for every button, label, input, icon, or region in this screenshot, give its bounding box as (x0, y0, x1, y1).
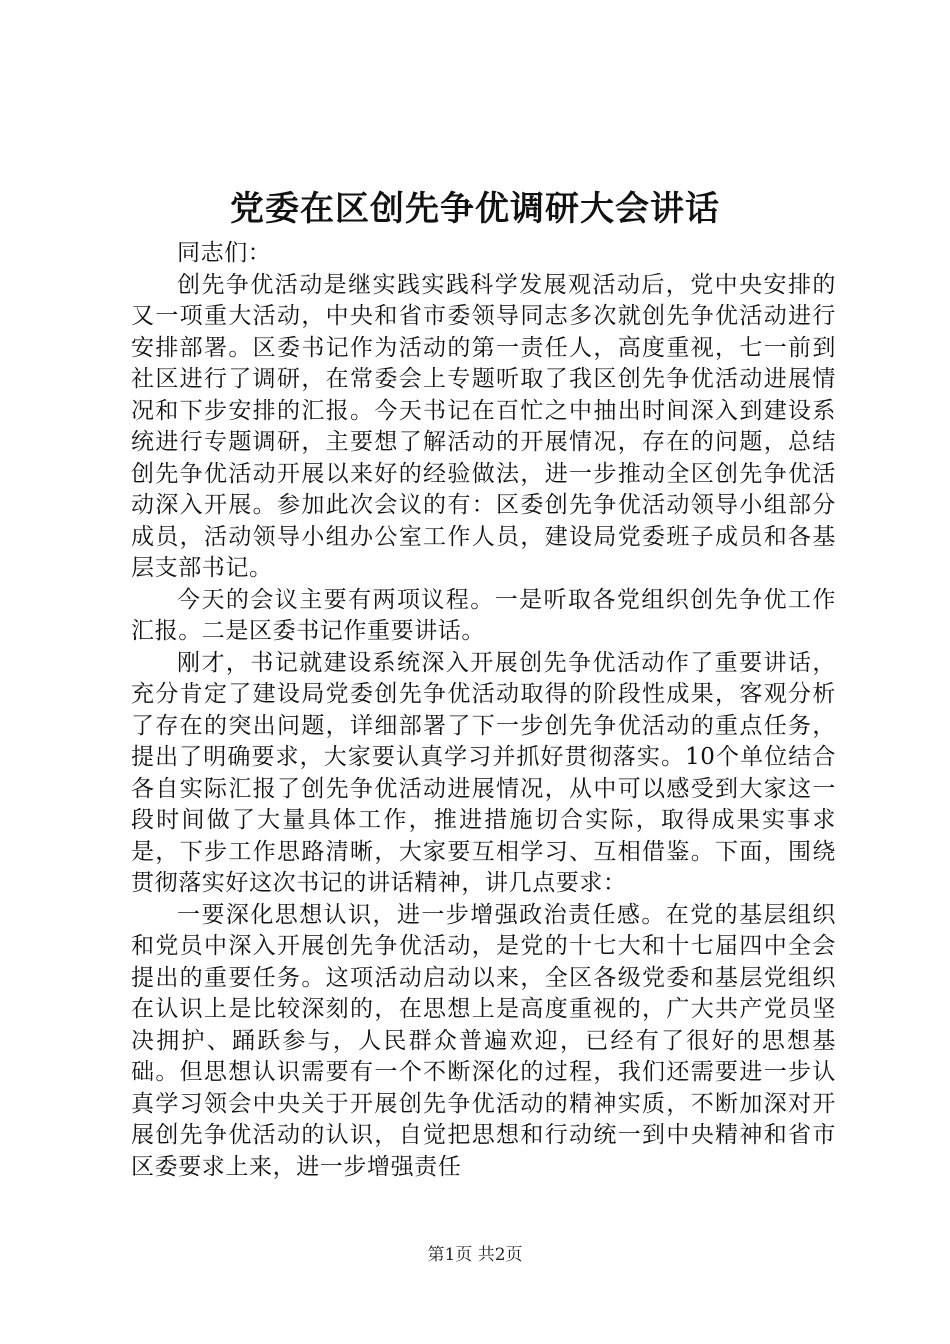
body-paragraph: 今天的会议主要有两项议程。一是听取各党组织创先争优工作汇报。二是区委书记作重要讲话。 (131, 586, 836, 644)
body-paragraph: 一要深化思想认识，进一步增强政治责任感。在党的基层组织和党员中深入开展创先争优活动，是党的十七大和十七届四中全会提出的重要任务。这项活动启动以来，全区各级党委和基层党组织在认识上是比较深刻的，在思想上是高度重视的，广大共产党员坚决拥护、踊跃参与，人民群众普遍欢迎，已经有了很好的思想基础。但思想认识需要有一个不断深化的过程，我们还需要进一步认真学习领会中央关于开展创先争优活动的精神实质，不断加深对开展创先争优活动的认识，自觉把思想和行动统一到中央精神和省市区委要求上来，进一步增强责任 (131, 901, 836, 1180)
salutation-paragraph: 同志们： (177, 240, 272, 266)
body-paragraph: 创先争优活动是继实践实践科学发展观活动后，党中央安排的又一项重大活动，中央和省市委领导同志多次就创先争优活动进行安排部署。区委书记作为活动的第一责任人，高度重视，七一前到社区进行了调研，在常委会上专题听取了我区创先争优活动进展情况和下步安排的汇报。今天书记在百忙之中抽出时间深入到建设系统进行专题调研，主要想了解活动的开展情况，存在的问题，总结创先争优活动开展以来好的经验做法，进一步推动全区创先争优活动深入开展。参加此次会议的有：区委创先争优活动领导小组部分成员，活动领导小组办公室工作人员，建设局党委班子成员和各基层支部书记。 (131, 271, 836, 581)
document-body (131, 238, 836, 1183)
body-paragraph: 刚才，书记就建设系统深入开展创先争优活动作了重要讲话，充分肯定了建设局党委创先争优活动取得的阶段性成果，客观分析了存在的突出问题，详细部署了下一步创先争优活动的重点任务，提出了明确要求，大家要认真学习并抓好贯彻落实。10个单位结合各自实际汇报了创先争优活动进展情况，从中可以感受到大家这一段时间做了大量具体工作，推进措施切合实际，取得成果实事求是，下步工作思路清晰，大家要互相学习、互相借鉴。下面，围绕贯彻落实好这次书记的讲话精神，讲几点要求： (131, 649, 836, 896)
document-title: 党委在区创先争优调研大会讲话 (230, 189, 720, 229)
page-number-footer: 第1页 共2页 (427, 1245, 523, 1265)
